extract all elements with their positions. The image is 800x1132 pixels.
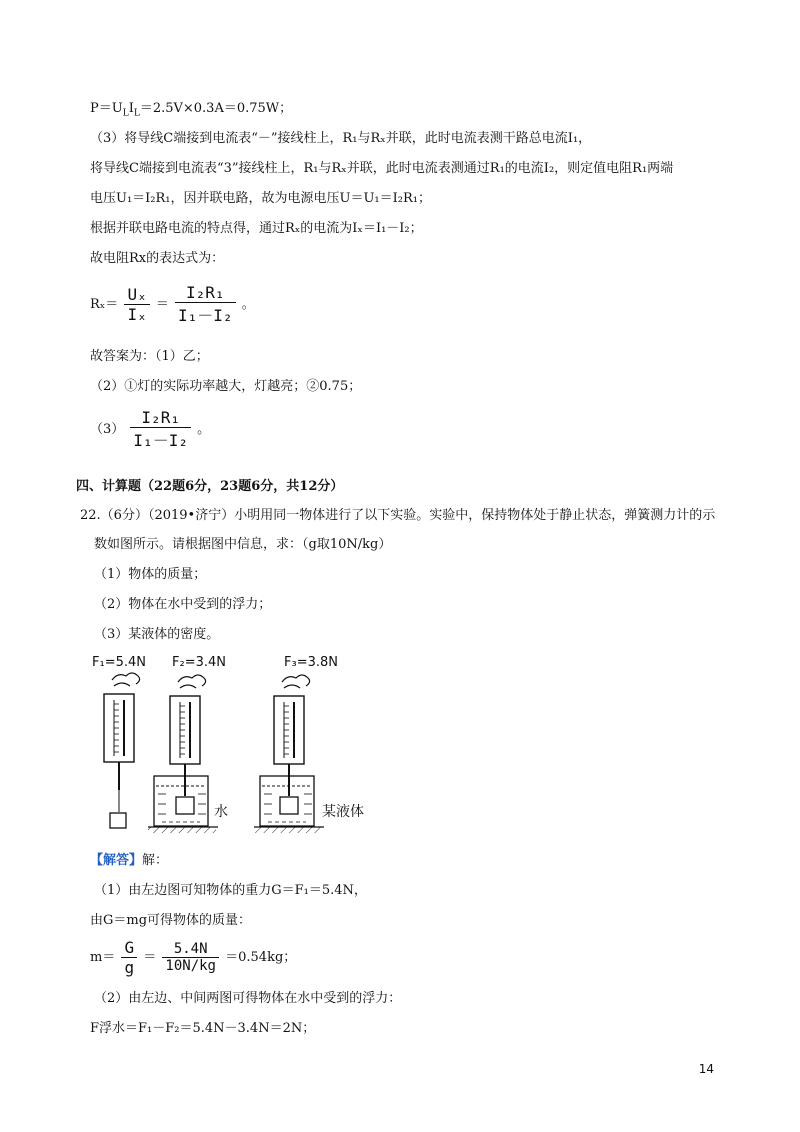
- expression-intro: 故电阻Rx的表达式为：: [90, 251, 225, 266]
- liquid-label: 某液体: [322, 804, 364, 820]
- f1-label: F₁=5.4N: [92, 655, 146, 670]
- solution-step2: （2）由左边、中间两图可得物体在水中受到的浮力：: [94, 991, 402, 1006]
- solution-step1b: 由G＝mg可得物体的质量：: [90, 913, 252, 928]
- fraction-numeric: $\frac{5.4N}{10N/kg}$: [162, 941, 219, 974]
- problem-22-line2: 数如图所示。请根据图中信息，求：（g取10N/kg）: [94, 537, 392, 552]
- mass-formula: m＝ $\frac{G}{g}$ ＝ $\frac{5.4N}{10N/kg}$ ＝0.54kg；: [90, 938, 297, 977]
- solution-step1: （1）由左边图可知物体的重力G＝F₁＝5.4N，: [94, 883, 367, 898]
- spring-scale-1: [104, 673, 140, 828]
- fraction-i2r1: $\frac{\text{I₂R₁}}{\text{I₁－I₂}}$: [175, 283, 236, 326]
- page-number: 14: [698, 1062, 714, 1076]
- object-block: [110, 813, 126, 828]
- hand-icon: [112, 673, 140, 686]
- ground-hatch: [148, 827, 216, 833]
- solution-heading: 【解答】解：: [90, 853, 169, 868]
- ground-hatch: [254, 827, 322, 833]
- section-heading: 四、计算题（22题6分，23题6分，共12分）: [76, 479, 344, 494]
- step3-line3: 电压U₁＝I₂R₁，因并联电路，故为电源电压U＝U₁＝I₂R₁；: [90, 191, 431, 206]
- answer-2: （2）①灯的实际功率越大，灯越亮；②0.75；: [90, 379, 362, 394]
- problem-22-line1: 22.（6分）（2019•济宁）小明用同一物体进行了以下实验。实验中，保持物体处于静止状态，弹簧测力计的示: [80, 508, 716, 523]
- spring-scale-figure: [90, 650, 430, 840]
- step3-line2: 将导线C端接到电流表“3”接线柱上，R₁与Rₓ并联，此时电流表测通过R₁的电流I₂，则定值电阻R₁两端: [90, 161, 674, 176]
- step3-line1: （3）将导线C端接到电流表“－”接线柱上，R₁与Rₓ并联，此时电流表测干路总电流I₁，: [90, 131, 592, 146]
- spring-scale-3: [254, 675, 364, 833]
- question-1: （1）物体的质量；: [94, 567, 207, 582]
- hand-icon: [178, 675, 206, 688]
- f3-label: F₃=3.8N: [284, 655, 338, 670]
- fraction-ux-ix: $\frac{\text{Uₓ}}{\text{Iₓ}}$: [124, 285, 149, 324]
- rx-formula: Rₓ＝ $\frac{\text{Uₓ}}{\text{Iₓ}}$ ＝ $\frac{\text{I₂R₁}}{\text{I₁－I₂}}$ 。: [90, 283, 255, 325]
- f2-label: F₂=3.4N: [172, 655, 226, 670]
- answer-3-fraction: $\frac{\text{I₂R₁}}{\text{I₁－I₂}}$: [130, 408, 191, 451]
- answer-3: （3） $\frac{\text{I₂R₁}}{\text{I₁－I₂}}$ 。: [90, 408, 211, 450]
- formula-lhs: Rₓ＝: [90, 297, 119, 312]
- question-2: （2）物体在水中受到的浮力；: [94, 597, 272, 612]
- object-block: [176, 797, 194, 814]
- answer-1: 故答案为：（1）乙；: [90, 349, 209, 364]
- buoyancy-formula: F浮水＝F₁－F₂＝5.4N－3.4N＝2N；: [90, 1021, 316, 1036]
- solution-tag: 【解答】: [90, 853, 143, 868]
- question-3: （3）某液体的密度。: [94, 627, 220, 642]
- water-label: 水: [214, 804, 228, 820]
- object-block: [280, 797, 298, 814]
- fraction-g-over-g: $\frac{G}{g}$: [121, 938, 137, 977]
- step3-line4: 根据并联电路电流的特点得，通过Rₓ的电流为Iₓ＝I₁－I₂；: [90, 221, 423, 236]
- power-line: $P=U_LI_L=2.5V\times 0.3A=0.75W$；: [90, 101, 293, 119]
- spring-scale-2: [148, 675, 228, 833]
- hand-icon: [282, 675, 310, 688]
